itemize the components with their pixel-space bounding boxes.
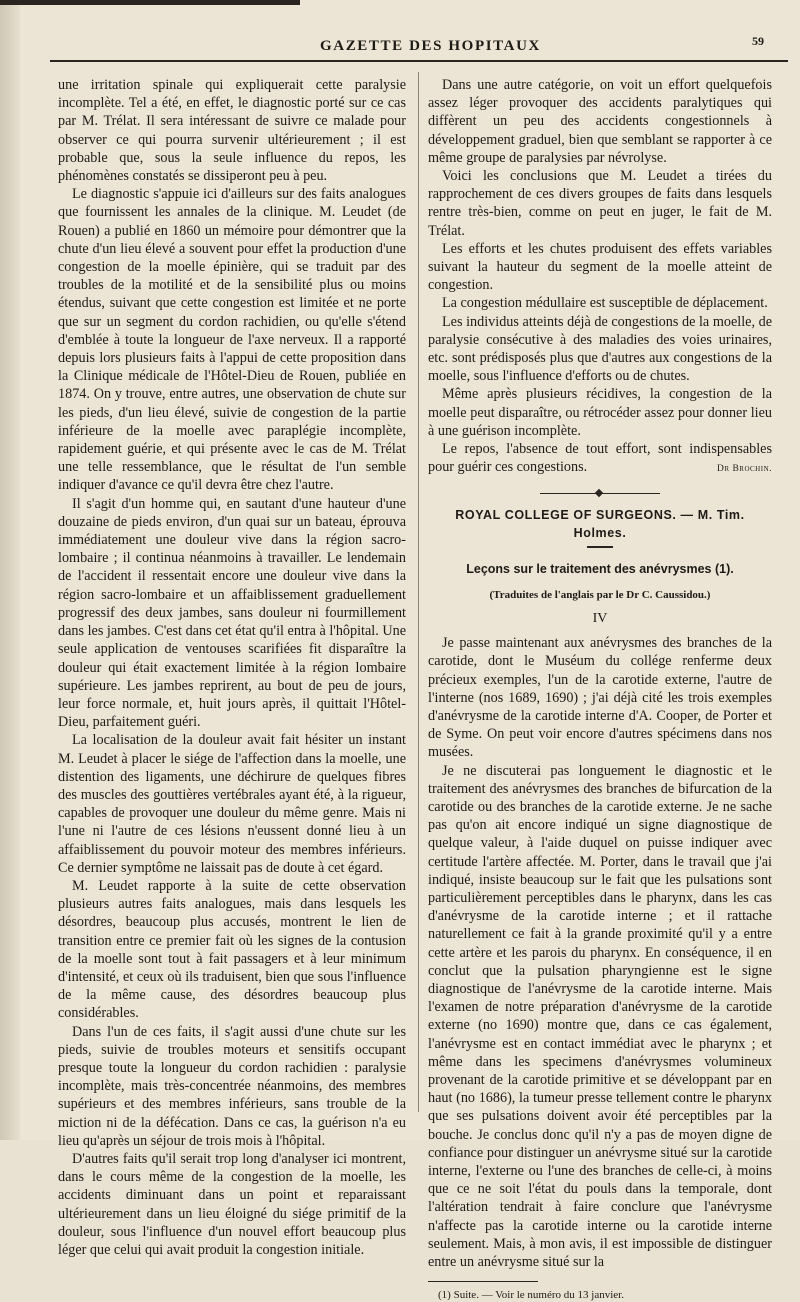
divider-diamond-icon [595, 488, 603, 496]
column-divider [418, 72, 419, 1112]
paragraph: Le repos, l'absence de tout effort, sont indispensables pour guérir ces congestions. [428, 441, 772, 476]
author-signature: Dr Brochin. [717, 464, 772, 475]
footnote-rule [428, 1281, 538, 1282]
running-header: GAZETTE DES HOPITAUX [320, 38, 541, 54]
paragraph: Je passe maintenant aux anévrysmes des branches de la carotide, dont le Muséum du collége renferme deux précieux exemples, l'un de la carotide externe, l'autre de l'interne (nos 1689, 1690) ; j'ai déjà cité les trois exemples d'anévrysme de la carotide interne d'A. Cooper, de Porter et de Syme. On peut voir encore d'autres spécimens dans nos musées. [428, 635, 772, 761]
lecture-title: Leçons sur le traitement des anévrysmes (1). [466, 561, 734, 576]
page-gutter-shadow [0, 0, 20, 1140]
footnote: (1) Suite. — Voir le numéro du 13 janvier. [438, 1289, 624, 1302]
paragraph: Il s'agit d'un homme qui, en sautant d'une hauteur d'une douzaine de pieds environ, d'un quai sur un bateau, éprouva immédiatement une douleur vive dans la région sacro-lombaire ; il continua néanmoins à travailler. Le lendemain de l'accident il ressentait encore une douleur vive dans la région sacro-lombaire et un affaiblissement graduellement progressif des deux jambes, sans douleur ni fourmillement dans les jambes. C'est dans cet état qu'il entra à l'hôpital. Une seule application de ventouses scarifiées fit disparaître la douleur qui était exactement limitée à la région lombaire supérieure. Les jambes reprirent, au bout de peu de jours, leur force normale, et, huit jours après, il quittait l'Hôtel-Dieu, parfaitement guéri. [58, 495, 406, 731]
title-dash [587, 546, 613, 548]
paragraph: Même après plusieurs récidives, la congestion de la moelle peut disparaître, ou rétrocéder assez pour donner lieu à une guérison incomplète. [428, 386, 772, 439]
translation-note: (Traduites de l'anglais par le Dr C. Caussidou.) [489, 588, 711, 601]
lecture-number: IV [592, 610, 608, 626]
paragraph: Dans l'un de ces faits, il s'agit aussi d'une chute sur les pieds, suivie de troubles moteurs et sensitifs occupant presque toute la longueur du cordon rachidien : paralysie incomplète, mais très-concentrée néanmoins, des membres supérieurs et des membres inférieurs, sans trouble de la miction ni de la défécation. Dans ce cas, la guérison n'a eu lieu qu'après un séjour de trois mois à l'hôpital. [58, 1023, 406, 1149]
paragraph: Le diagnostic s'appuie ici d'ailleurs sur des faits analogues que fournissent les annales de la clinique. M. Leudet (de Rouen) a publié en 1860 un mémoire pour démontrer que la chute d'un lieu élevé a souvent pour effet la production d'une congestion de la moelle épinière, qui se traduit par des troubles de la motilité et de la sensibilité plus ou moins étendus, suivant que cette congestion est limitée et ne porte que sur un segment du cordon rachidien, ou qu'elle s'étend d'emblée à toute la longueur de l'axe nerveux. Il a rapporté depuis lors plusieurs faits à l'appui de cette proposition dans la Clinique médicale de l'Hôtel-Dieu de Rouen, publiée en 1874. On y trouve, entre autres, une observation de chute sur les pieds, d'un lieu élevé, suivie de congestion de la partie inférieure de la moelle avec paraplégie incomplète, rapidement guérie, et qui présente avec le cas de M. Trélat une telle ressemblance, que le résultat de l'un semble indiquer d'avance ce qu'il devra être chez l'autre. [58, 186, 406, 494]
paragraph: une irritation spinale qui expliquerait cette paralysie incomplète. Tel a été, en effet, le diagnostic porté sur ce cas par M. Trélat. Il sera intéressant de suivre ce malade pour observer ce qui pourra survenir ultérieurement ; il est probable que, sous la seule influence du repos, les phénomènes constatés se dissiperont peu à peu. [58, 77, 406, 185]
paragraph: Les individus atteints déjà de congestions de la moelle, de paralysie consécutive à des maladies des voies urinaires, etc. sont prédisposés plus que d'autres aux congestions de la moelle, sous l'influence d'efforts ou de chutes. [428, 313, 772, 385]
paragraph: Les efforts et les chutes produisent des effets variables suivant la hauteur du segment de la moelle atteint de congestion. [428, 240, 772, 294]
section-title: ROYAL COLLEGE OF SURGEONS. — M. Tim. Holmes. [455, 507, 745, 540]
paragraph: Voici les conclusions que M. Leudet a tirées du rapprochement de ces divers groupes de faits dans lesquels rentre très-bien, comme on peut en juger, le fait de M. Trélat. [428, 168, 772, 239]
paragraph: M. Leudet rapporte à la suite de cette observation plusieurs autres faits analogues, mais dans lesquels les désordres, beaucoup plus accusés, montrent le lien de transition entre ce premier fait où les signes de la contusion de la moelle sont tout à fait passagers et à leur minimum d'intensité, et ceux où ils traduisent, bien que sous l'influence de la même cause, des désordres beaucoup plus considérables. [58, 877, 406, 1022]
paragraph: La congestion médullaire est susceptible de déplacement. [442, 295, 768, 312]
left-column [58, 76, 406, 1258]
paragraph: Dans une autre catégorie, on voit un effort quelquefois assez léger provoquer des accidents paralytiques qui diffèrent un peu des accidents congestionnels à développement graduel, bien que semblant se rapporter à ce même groupe de paralysies par névrolyse. [428, 77, 772, 166]
paragraph: La localisation de la douleur avait fait hésiter un instant M. Leudet à placer le siége de l'affection dans la moelle, une distention des ligaments, une déchirure de quelques fibres des muscles des gouttières vertébrales ayant été, à la rigueur, capables de provoquer une douleur du même genre. Mais ni l'une ni l'autre de ces lésions n'eussent donné lieu à un affaiblissement du pouvoir moteur des membres inférieurs. Ce dernier symptôme ne laissait pas de doute à cet égard. [58, 732, 406, 876]
paragraph: Je ne discuterai pas longuement le diagnostic et le traitement des anévrysmes des branches de bifurcation de la carotide ou des branches de la carotide externe. Je ne sache pas qu'on ait encore indiqué un signe diagnostique de quelque valeur, à l'aide duquel on puisse indiquer avec certitude l'artère affectée. M. Porter, dans le travail que j'ai indiqué, insiste beaucoup sur le fait que les pulsations sont particulièrement perceptibles dans le pharynx, dans les cas d'anévrysme de la carotide interne ; et il rattache naturellement ce fait à la grande proximité qu'il y a entre cette artère et les parois du pharynx. En conséquence, il en conclut que la pulsation pharyngienne est le signe diagnostique de l'anévrysme de la carotide interne. Mais l'examen de notre préparation d'anévrysme de la carotide externe (no 1690) montre que, dans ce cas également, l'anévrysme est en contact immédiat avec le pharynx ; et même dans les specimens d'anévrysmes volumineux provenant de la carotide primitive et se développant par en haut (no 1686), la tumeur presse tellement contre le pharynx que ses pulsations doivent avoir été perceptibles par la bouche. Je conclus donc qu'il n'y a pas de moyen digne de confiance pour distinguer un anévrysme situé sur la carotide interne, l'externe ou l'une des branches de celle-ci, à moins que ce ne soit l'état du pouls dans la temporale, dont l'altération tendrait à faire conclure que l'anévrysme n'affecte pas la carotide interne ou la carotide interne seulement. Mais, à mon avis, il est impossible de distinguer entre un anévrysme situé sur la [428, 762, 772, 1271]
paragraph: D'autres faits qu'il serait trop long d'analyser ici montrent, dans le cours même de la congestion de la moelle, les accidents diminuant dans un point et reparaissant ultérieurement dans un lieu éloigné du siége primitif de la douleur, sous l'influence d'un nouvel effort beaucoup plus léger que celui qui avait produit la congestion initiale. [58, 1150, 406, 1258]
page-number: 59 [752, 34, 764, 48]
right-column [428, 76, 772, 1302]
top-edge-rule [0, 0, 300, 5]
header-rule [50, 60, 788, 62]
section-divider [540, 493, 660, 494]
